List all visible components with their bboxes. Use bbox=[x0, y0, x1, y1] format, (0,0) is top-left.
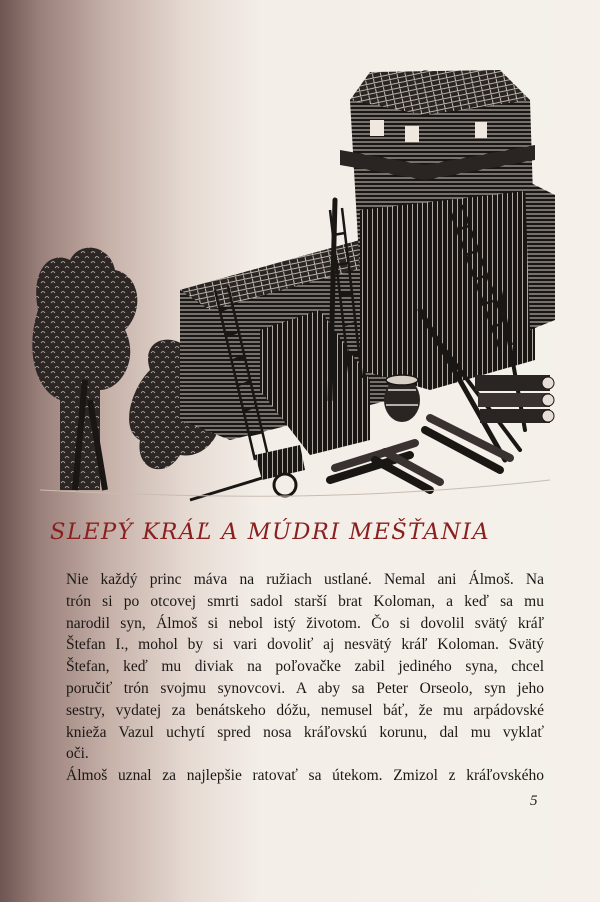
chapter-title: SLEPÝ KRÁĽ A MÚDRI MEŠŤANIA bbox=[50, 519, 490, 545]
text-line: knieža Vazul uchytí spred nosa kráľovskú korunu, dal mu vyklať bbox=[66, 723, 544, 741]
cart bbox=[190, 445, 305, 500]
log-pile-right bbox=[475, 375, 554, 423]
text-line: oči. bbox=[66, 745, 89, 763]
text-line: Štefan I., mohol by si vari dovoliť aj nesvätý kráľ Koloman. Svätý bbox=[66, 636, 544, 654]
page-number: 5 bbox=[530, 793, 538, 809]
text-line: sestry, vydatej za benátskeho dóžu, nemusel báť, že mu arpádovské bbox=[66, 701, 544, 719]
text-line: Štefan, keď mu diviak na poľovačke zabil jediného syna, chcel bbox=[66, 658, 544, 676]
barrel bbox=[384, 375, 420, 422]
castle-construction-illustration bbox=[30, 60, 560, 510]
text-line: narodil syn, Álmoš si nebol istý životom. Čo si dovolil svätý kráľ bbox=[66, 614, 544, 632]
tower bbox=[340, 70, 555, 390]
text-line: Nie každý princ máva na ružiach ustlané. Nemal ani Álmoš. Na bbox=[66, 571, 544, 588]
text-line: poručiť trón svojmu synovcovi. A aby sa Peter Orseolo, syn jeho bbox=[66, 679, 544, 697]
text-line: Álmoš uznal za najlepšie ratovať sa útekom. Zmizol z kráľovského bbox=[66, 767, 544, 785]
chapter-body bbox=[66, 569, 544, 787]
text-line: trón si po otcovej smrti sadol starší brat Koloman, a keď sa mu bbox=[66, 592, 544, 610]
